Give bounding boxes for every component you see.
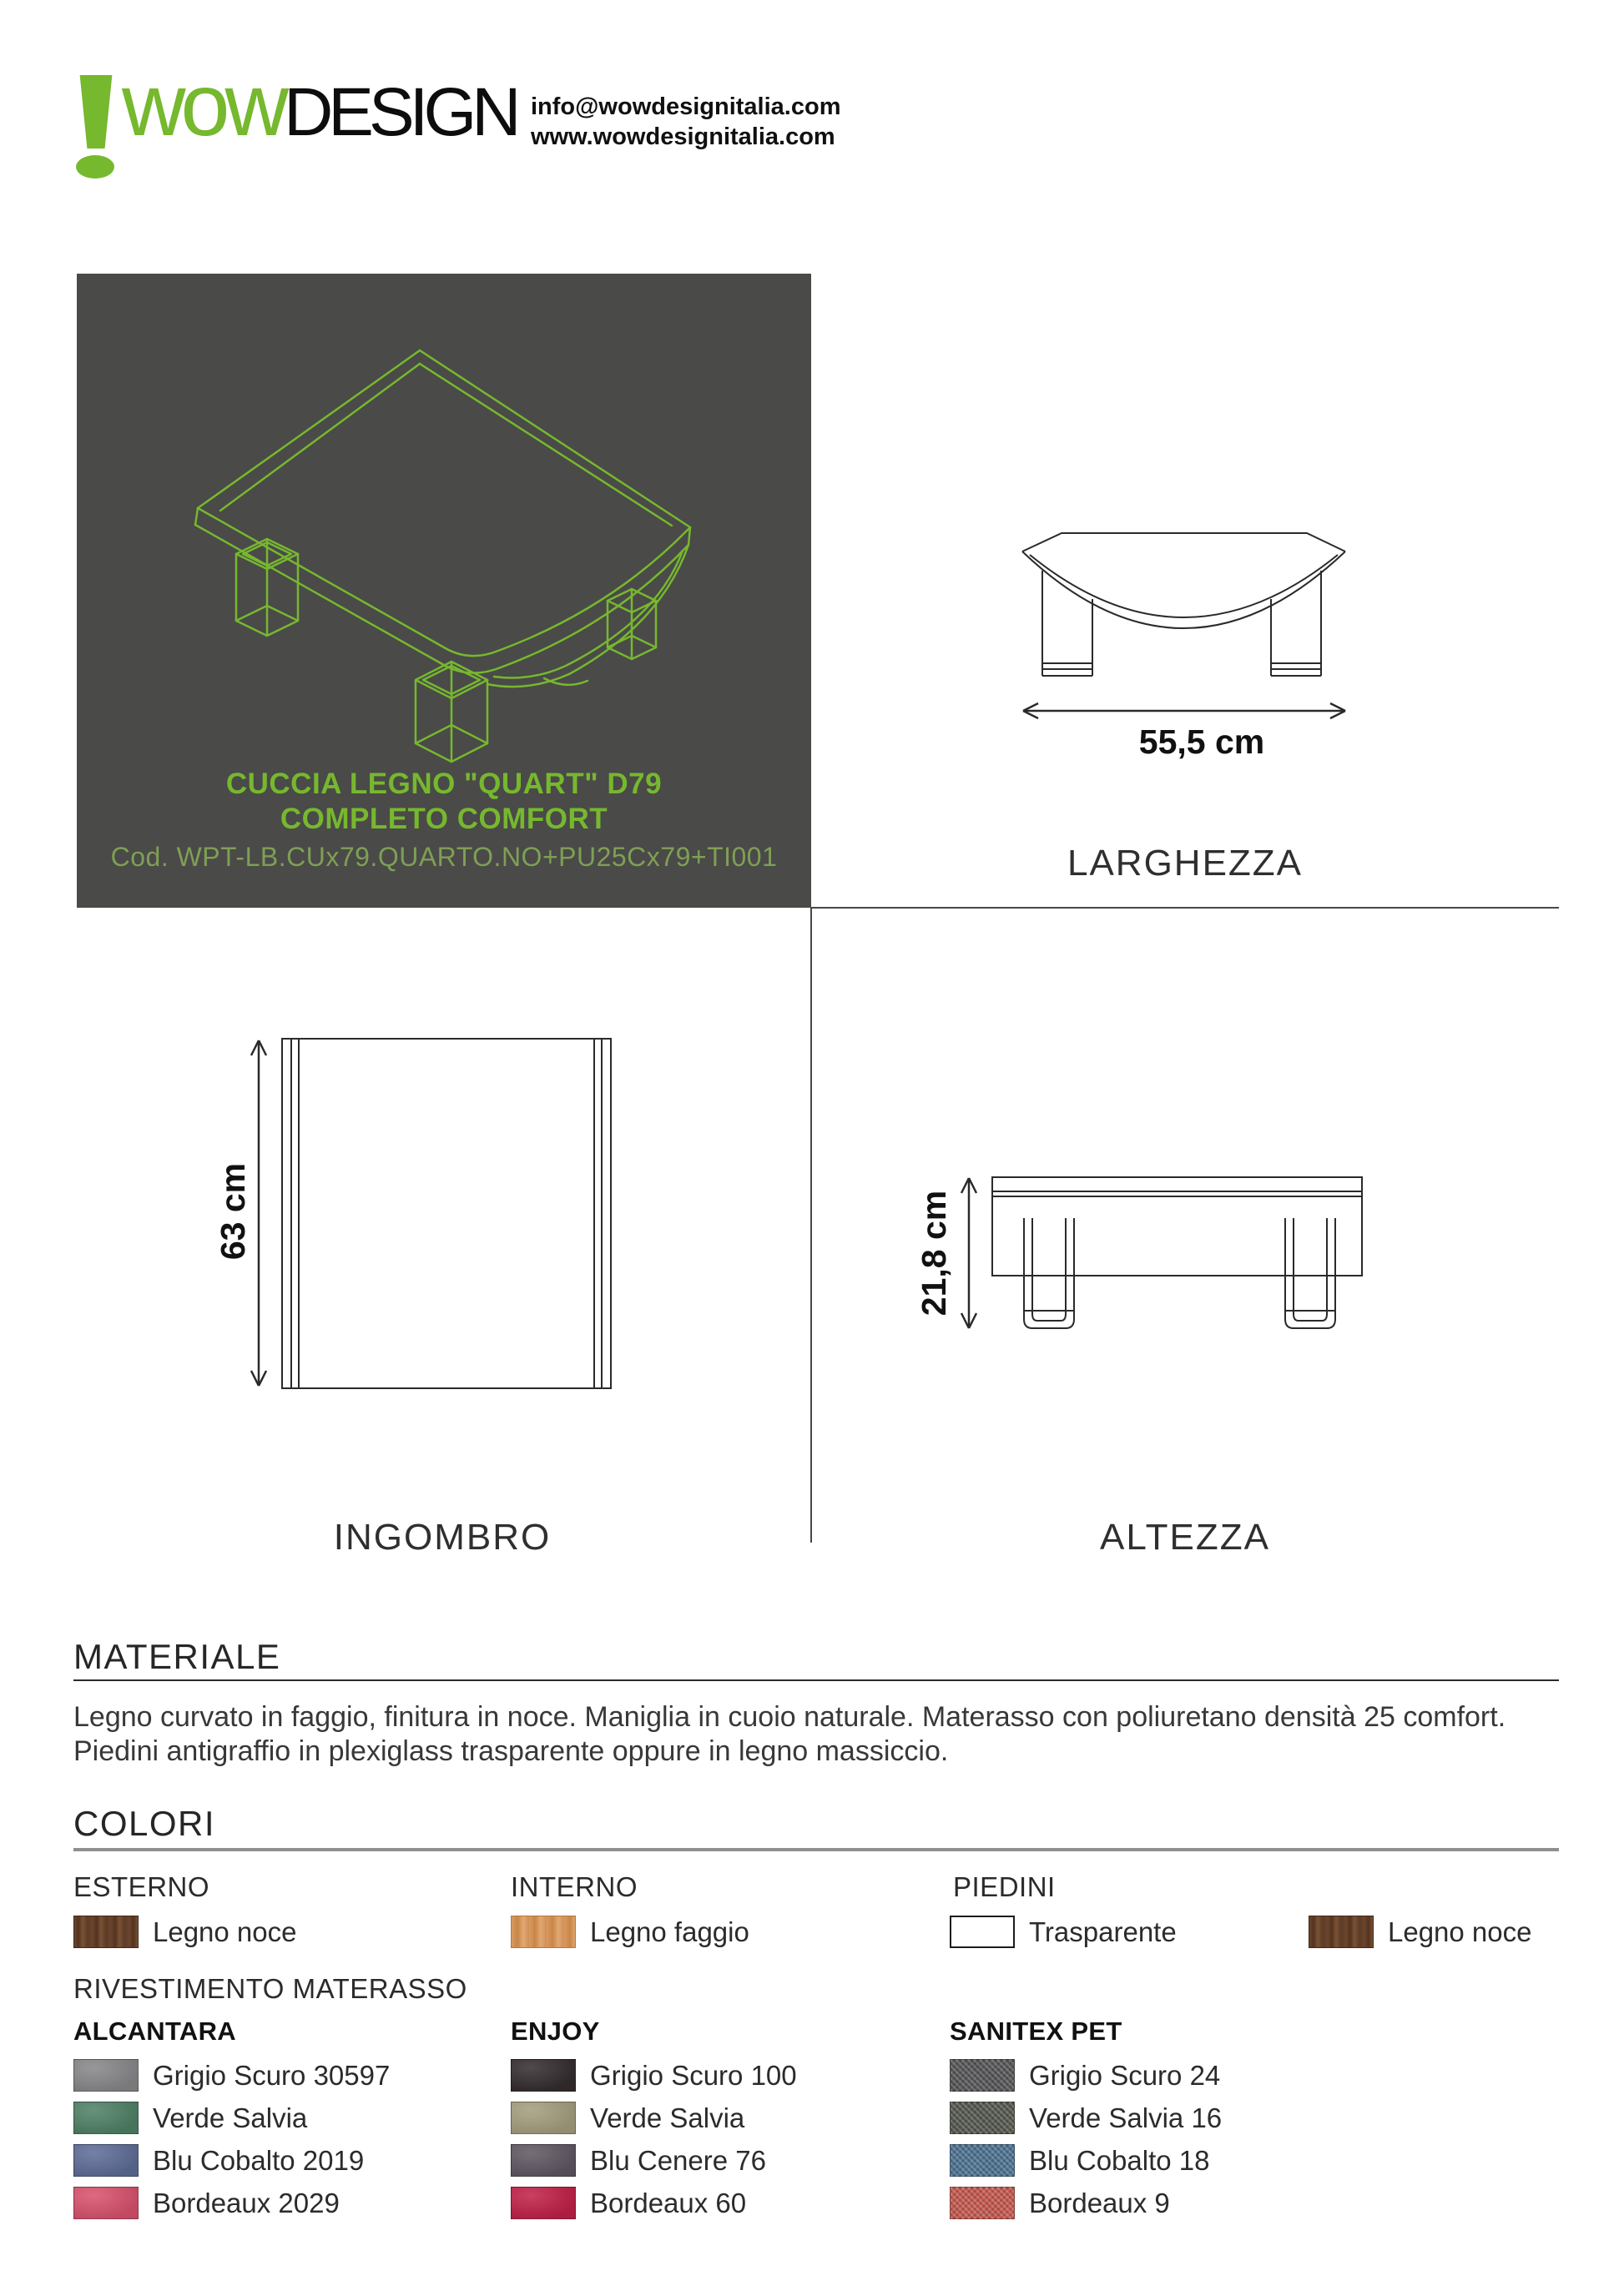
swatch-label: Legno noce [153, 1916, 297, 1947]
swatch-row [950, 2059, 1222, 2092]
contact-block [531, 92, 840, 152]
product-code: Cod. WPT-LB.CUx79.QUARTO.NO+PU25Cx79+TI001 [110, 842, 778, 872]
swatch-row [950, 2144, 1222, 2177]
fabric-swatch [950, 2059, 1015, 2092]
ingombro-top-view-drawing [200, 1026, 618, 1402]
swatch-label: Grigio Scuro 24 [1029, 2059, 1221, 2091]
swatch-label: Bordeaux 60 [590, 2187, 747, 2218]
larghezza-label: LARGHEZZA [1067, 843, 1304, 884]
swatch-row [73, 2187, 390, 2219]
interno-swatch-row [511, 1916, 749, 1948]
swatch-label: Verde Salvia [153, 2102, 308, 2133]
esterno-heading: ESTERNO [73, 1871, 210, 1902]
sanitex-swatch-column [950, 2059, 1222, 2219]
fabric-swatch [950, 2187, 1015, 2219]
swatch-label: Verde Salvia [590, 2102, 745, 2133]
logo-exclamation-bar-icon [78, 75, 114, 149]
swatch-label: Legno noce [1388, 1916, 1532, 1947]
legno-faggio-swatch [511, 1916, 576, 1948]
product-title-line1: CUCCIA LEGNO "QUART" D79 [225, 768, 663, 800]
fabric-swatch [950, 2102, 1015, 2134]
fabric-swatch [73, 2102, 139, 2134]
swatch-row [73, 2144, 390, 2177]
materiale-line1: Legno curvato in faggio, finitura in noce. Maniglia in cuoio naturale. Materasso con poliuretano densità 25 comfort. [73, 1701, 1506, 1733]
larghezza-front-view-drawing [985, 501, 1419, 751]
altezza-label: ALTEZZA [1100, 1517, 1270, 1558]
piedini-swatch-row-1 [950, 1916, 1177, 1948]
fabric-swatch [511, 2187, 576, 2219]
legno-noce-swatch [73, 1916, 139, 1948]
materiale-line2: Piedini antigraffio in plexiglass trasparente oppure in legno massiccio. [73, 1735, 949, 1767]
materiale-rule [73, 1679, 1559, 1681]
swatch-label: Verde Salvia 16 [1029, 2102, 1223, 2133]
swatch-label: Legno faggio [590, 1916, 749, 1947]
swatch-row [511, 2144, 797, 2177]
alcantara-swatch-column [73, 2059, 390, 2219]
swatch-label: Blu Cobalto 2019 [153, 2144, 365, 2176]
swatch-row [511, 2102, 797, 2134]
piedini-swatch-row-2 [1309, 1916, 1532, 1948]
swatch-label: Bordeaux 9 [1029, 2187, 1170, 2218]
fabric-swatch [73, 2144, 139, 2177]
alcantara-heading: ALCANTARA [73, 2017, 236, 2046]
fabric-swatch [511, 2059, 576, 2092]
logo-wordmark [122, 58, 516, 152]
rivestimento-heading: RIVESTIMENTO MATERASSO [73, 1973, 467, 2004]
fabric-swatch [511, 2144, 576, 2177]
logo-exclamation-dot-icon [76, 155, 114, 179]
swatch-label: Trasparente [1029, 1916, 1177, 1947]
vertical-divider [810, 907, 812, 1543]
altezza-dimension: 21,8 cm [915, 1190, 953, 1317]
fabric-swatch [511, 2102, 576, 2134]
swatch-row [73, 2102, 390, 2134]
swatch-label: Bordeaux 2029 [153, 2187, 340, 2218]
fabric-swatch [950, 2144, 1015, 2177]
swatch-label: Grigio Scuro 30597 [153, 2059, 391, 2091]
colori-rule [73, 1848, 1559, 1851]
larghezza-dimension: 55,5 cm [1138, 723, 1265, 761]
colori-heading: COLORI [73, 1804, 216, 1843]
swatch-label: Blu Cenere 76 [590, 2144, 766, 2176]
legno-noce-swatch [1309, 1916, 1374, 1948]
esterno-swatch-row [73, 1916, 297, 1948]
swatch-row [73, 2059, 390, 2092]
product-title-line2: COMPLETO COMFORT [280, 803, 608, 835]
product-card [77, 274, 811, 908]
contact-website-link[interactable]: www.wowdesignitalia.com [531, 123, 835, 150]
enjoy-swatch-column [511, 2059, 797, 2219]
ingombro-dimension: 63 cm [214, 1162, 252, 1261]
interno-heading: INTERNO [511, 1871, 638, 1902]
swatch-label: Grigio Scuro 100 [590, 2059, 797, 2091]
trasparente-swatch [950, 1916, 1015, 1948]
materiale-text [73, 1700, 1584, 1769]
fabric-swatch [73, 2187, 139, 2219]
enjoy-heading: ENJOY [511, 2017, 600, 2046]
ingombro-label: INGOMBRO [333, 1517, 552, 1558]
altezza-side-view-drawing [901, 1164, 1402, 1347]
horizontal-divider [811, 907, 1559, 909]
swatch-label: Blu Cobalto 18 [1029, 2144, 1210, 2176]
fabric-swatch [73, 2059, 139, 2092]
sanitex-pet-heading: SANITEX PET [950, 2017, 1122, 2046]
materiale-heading: MATERIALE [73, 1637, 281, 1676]
piedini-heading: PIEDINI [953, 1871, 1056, 1902]
swatch-row [511, 2059, 797, 2092]
contact-email-link[interactable]: info@wowdesignitalia.com [531, 93, 841, 120]
product-card-text [77, 767, 811, 873]
logo-design-text: DESIGN [284, 74, 517, 150]
swatch-row [950, 2102, 1222, 2134]
swatch-row [950, 2187, 1222, 2219]
logo-wow-text: wow [122, 56, 285, 154]
swatch-row [511, 2187, 797, 2219]
